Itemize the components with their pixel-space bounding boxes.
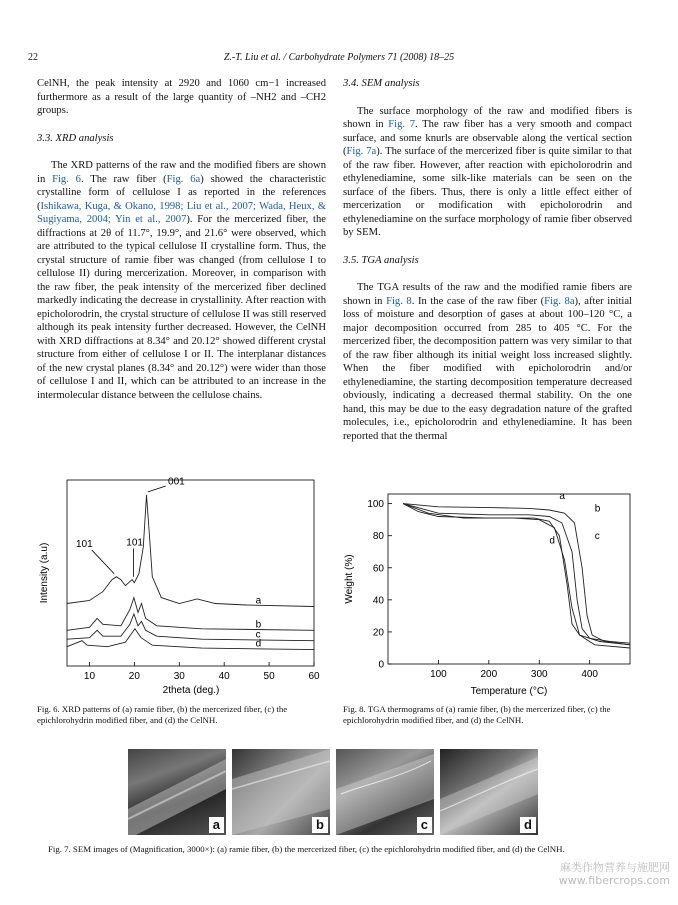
tga-y-tick-label: 20	[372, 627, 384, 639]
tga-y-tick-label: 40	[372, 595, 384, 607]
xrd-series-label-b: b	[255, 619, 262, 631]
xrd-peak-arrow-001	[148, 486, 166, 492]
fig8-caption: Fig. 8. TGA thermograms of (a) ramie fiber, (b) the mercerized fiber, (c) the epichlorohydrin modified fiber, and (d) the CelNH.	[343, 704, 611, 725]
link-fig6[interactable]: Fig. 6	[52, 173, 81, 185]
tga-y-axis-label: Weight (%)	[344, 554, 355, 604]
section-heading-tga: 3.5. TGA analysis	[343, 254, 419, 266]
tga-curve-label-a: a	[559, 490, 565, 502]
paragraph-xrd: The XRD patterns of the raw and the modified fibers are shown in Fig. 6. The raw fiber (Fig. 6a) showed the characteristic crystalline form of cellulose I as reported in the references (Ishikawa, Kuga, & Okano, 1998; Liu et al., 2007; Wada, Heux, & Sugiyama, 2004; Yin et al., 2007). For the mercerized fiber, the diffractions at 2θ of 11.7°, 19.9°, and 21.6° were observed, which are attributed to the typical cellulose II crystalline form. Thus, the crystal structure of ramie fiber was changed (from cellulose I to cellulose II) during mercerization. Moreover, in comparison with the raw fiber, the peak intensity of the mercerized fiber declined markedly indicating the decrease in crystallinity. After reaction with epicholorodrin, the crystal structure of cellulose II was still reserved although its peak intensity further decreased. However, the CelNH with XRD diffractions at 8.34° and 20.12° showed different crystal structure from either of cellulose I or II. The interplanar distances of the new crystal planes (8.34° and 20.12°) were wider than those of cellulose I and II, which can be attributed to an increase in the intermolecular distance between the cellulose chains.	[37, 160, 327, 401]
tga-y-tick-label: 100	[367, 499, 384, 511]
paragraph-continued: CelNH, the peak intensity at 2920 and 1060 cm−1 increased furthermore as a result of the large quantity of –NH2 and –CH2 groups.	[37, 78, 326, 116]
xrd-x-tick-label: 40	[218, 671, 230, 682]
sem-label-d: d	[520, 817, 536, 833]
right-column	[343, 77, 632, 443]
paragraph-sem: The surface morphology of the raw and modified fibers is shown in Fig. 7. The raw fiber has a very smooth and compact surface, and some knurls are observable along the vertical section (Fig. 7a). The surface of the mercerized fiber is quite similar to that of the raw fiber. However, after reaction with epicholorodrin and ethylenediamine, some silk-like materials can be seen on the surface of the fibers. Thus, there is only a little effect either of mercerization or modification with epicholorodrin and ethylenediamine on the surface morphology of ramie fiber observed by SEM.	[343, 105, 633, 238]
xrd-x-tick-label: 10	[83, 671, 96, 682]
sem-label-a: a	[209, 817, 224, 833]
xrd-chart	[33, 474, 328, 699]
tga-chart	[340, 490, 640, 700]
xrd-peak-label-101b: 101	[126, 537, 143, 549]
link-fig7[interactable]: Fig. 7	[388, 119, 416, 130]
xrd-series-label-a: a	[255, 595, 262, 607]
xrd-series-a	[67, 495, 314, 607]
link-fig8a[interactable]: Fig. 8a	[544, 295, 575, 307]
xrd-x-tick-label: 50	[263, 671, 275, 682]
tga-series-d	[403, 504, 630, 648]
xrd-x-tick-label: 30	[173, 671, 185, 682]
xrd-series-label-d: d	[255, 638, 262, 650]
tga-y-tick-label: 0	[378, 659, 384, 671]
tga-x-tick-label: 300	[530, 669, 548, 680]
tga-x-axis-label: Temperature (°C)	[470, 686, 548, 697]
sem-image-a	[128, 749, 226, 835]
tga-series-c	[403, 504, 630, 645]
xrd-y-axis-label: Intensity (a.u)	[39, 542, 50, 604]
tga-series-a	[403, 504, 630, 645]
sem-label-c: c	[417, 817, 432, 833]
tga-series-b	[403, 504, 630, 644]
tga-x-tick-label: 200	[480, 669, 498, 680]
section-heading-xrd: 3.3. XRD analysis	[37, 132, 114, 144]
xrd-series-d	[67, 629, 314, 650]
xrd-peak-label-101a: 101	[75, 538, 93, 550]
xrd-series-b	[67, 598, 314, 631]
sem-image-d	[440, 749, 538, 835]
link-fig7a[interactable]: Fig. 7a	[346, 146, 377, 157]
xrd-x-axis-label: 2theta (deg.)	[162, 685, 220, 696]
xrd-x-tick-label: 20	[128, 671, 140, 682]
xrd-x-tick-label: 60	[308, 671, 320, 682]
tga-x-tick-label: 100	[430, 669, 447, 680]
section-heading-sem: 3.4. SEM analysis	[343, 78, 420, 89]
tga-y-tick-label: 60	[372, 563, 384, 575]
running-title: Z.-T. Liu et al. / Carbohydrate Polymers 71 (2008) 18–25	[223, 52, 455, 63]
fig6-caption: Fig. 6. XRD patterns of (a) ramie fiber, (b) the mercerized fiber, (c) the epichlorohydrin modified fiber, and (d) the CelNH.	[37, 704, 288, 725]
tga-curve-label-b: b	[594, 503, 601, 515]
watermark: 麻类作物营养与施肥网 www.fibercrops.com	[558, 861, 670, 887]
link-fig8[interactable]: Fig. 8	[386, 295, 412, 307]
link-fig6a[interactable]: Fig. 6a	[166, 173, 201, 185]
sem-label-b: b	[312, 817, 328, 833]
tga-curve-label-d: d	[549, 535, 555, 547]
xrd-peak-label-001: 001	[168, 476, 185, 488]
sem-image-b	[232, 749, 330, 835]
tga-x-tick-label: 400	[581, 669, 599, 680]
fig7-caption: Fig. 7. SEM images of (Magnification, 3000×): (a) ramie fiber, (b) the mercerized fiber, (c) the epichlorohydrin modified fiber, and (d) the CelNH.	[48, 844, 565, 854]
link-references[interactable]: Ishikawa, Kuga, & Okano, 1998; Liu et al., 2007; Wada, Heux, & Sugiyama, 2004; Yin et al., 2007	[37, 200, 326, 225]
sem-image-c	[336, 749, 434, 835]
xrd-peak-arrow-101a	[92, 550, 114, 574]
xrd-series-c	[67, 614, 314, 641]
xrd-series-label-c: c	[255, 629, 261, 641]
tga-curve-label-c: c	[594, 530, 600, 542]
left-column	[37, 77, 326, 402]
tga-y-tick-label: 80	[372, 531, 384, 543]
page-number: 22	[28, 52, 38, 63]
paragraph-tga: The TGA results of the raw and the modified ramie fibers are shown in Fig. 8. In the case of the raw fiber (Fig. 8a), after initial loss of moisture and desorption of gases at about 100–120 °C, a major decomposition occurred from 285 to 405 °C. For the mercerized fiber, the decomposition pattern was very similar to that of the raw fiber although its initial weight loss increased slightly. When the fiber modified with epicholorodrin and/or ethylenediamine, the starting decomposition temperature decreased obviously, indicating a decreased thermal stability. On the one hand, this may be due to the easy degradation nature of the grafted molecules, i.e., epicholorodrin and ethylenediamine. It has been reported that the thermal	[343, 282, 632, 442]
